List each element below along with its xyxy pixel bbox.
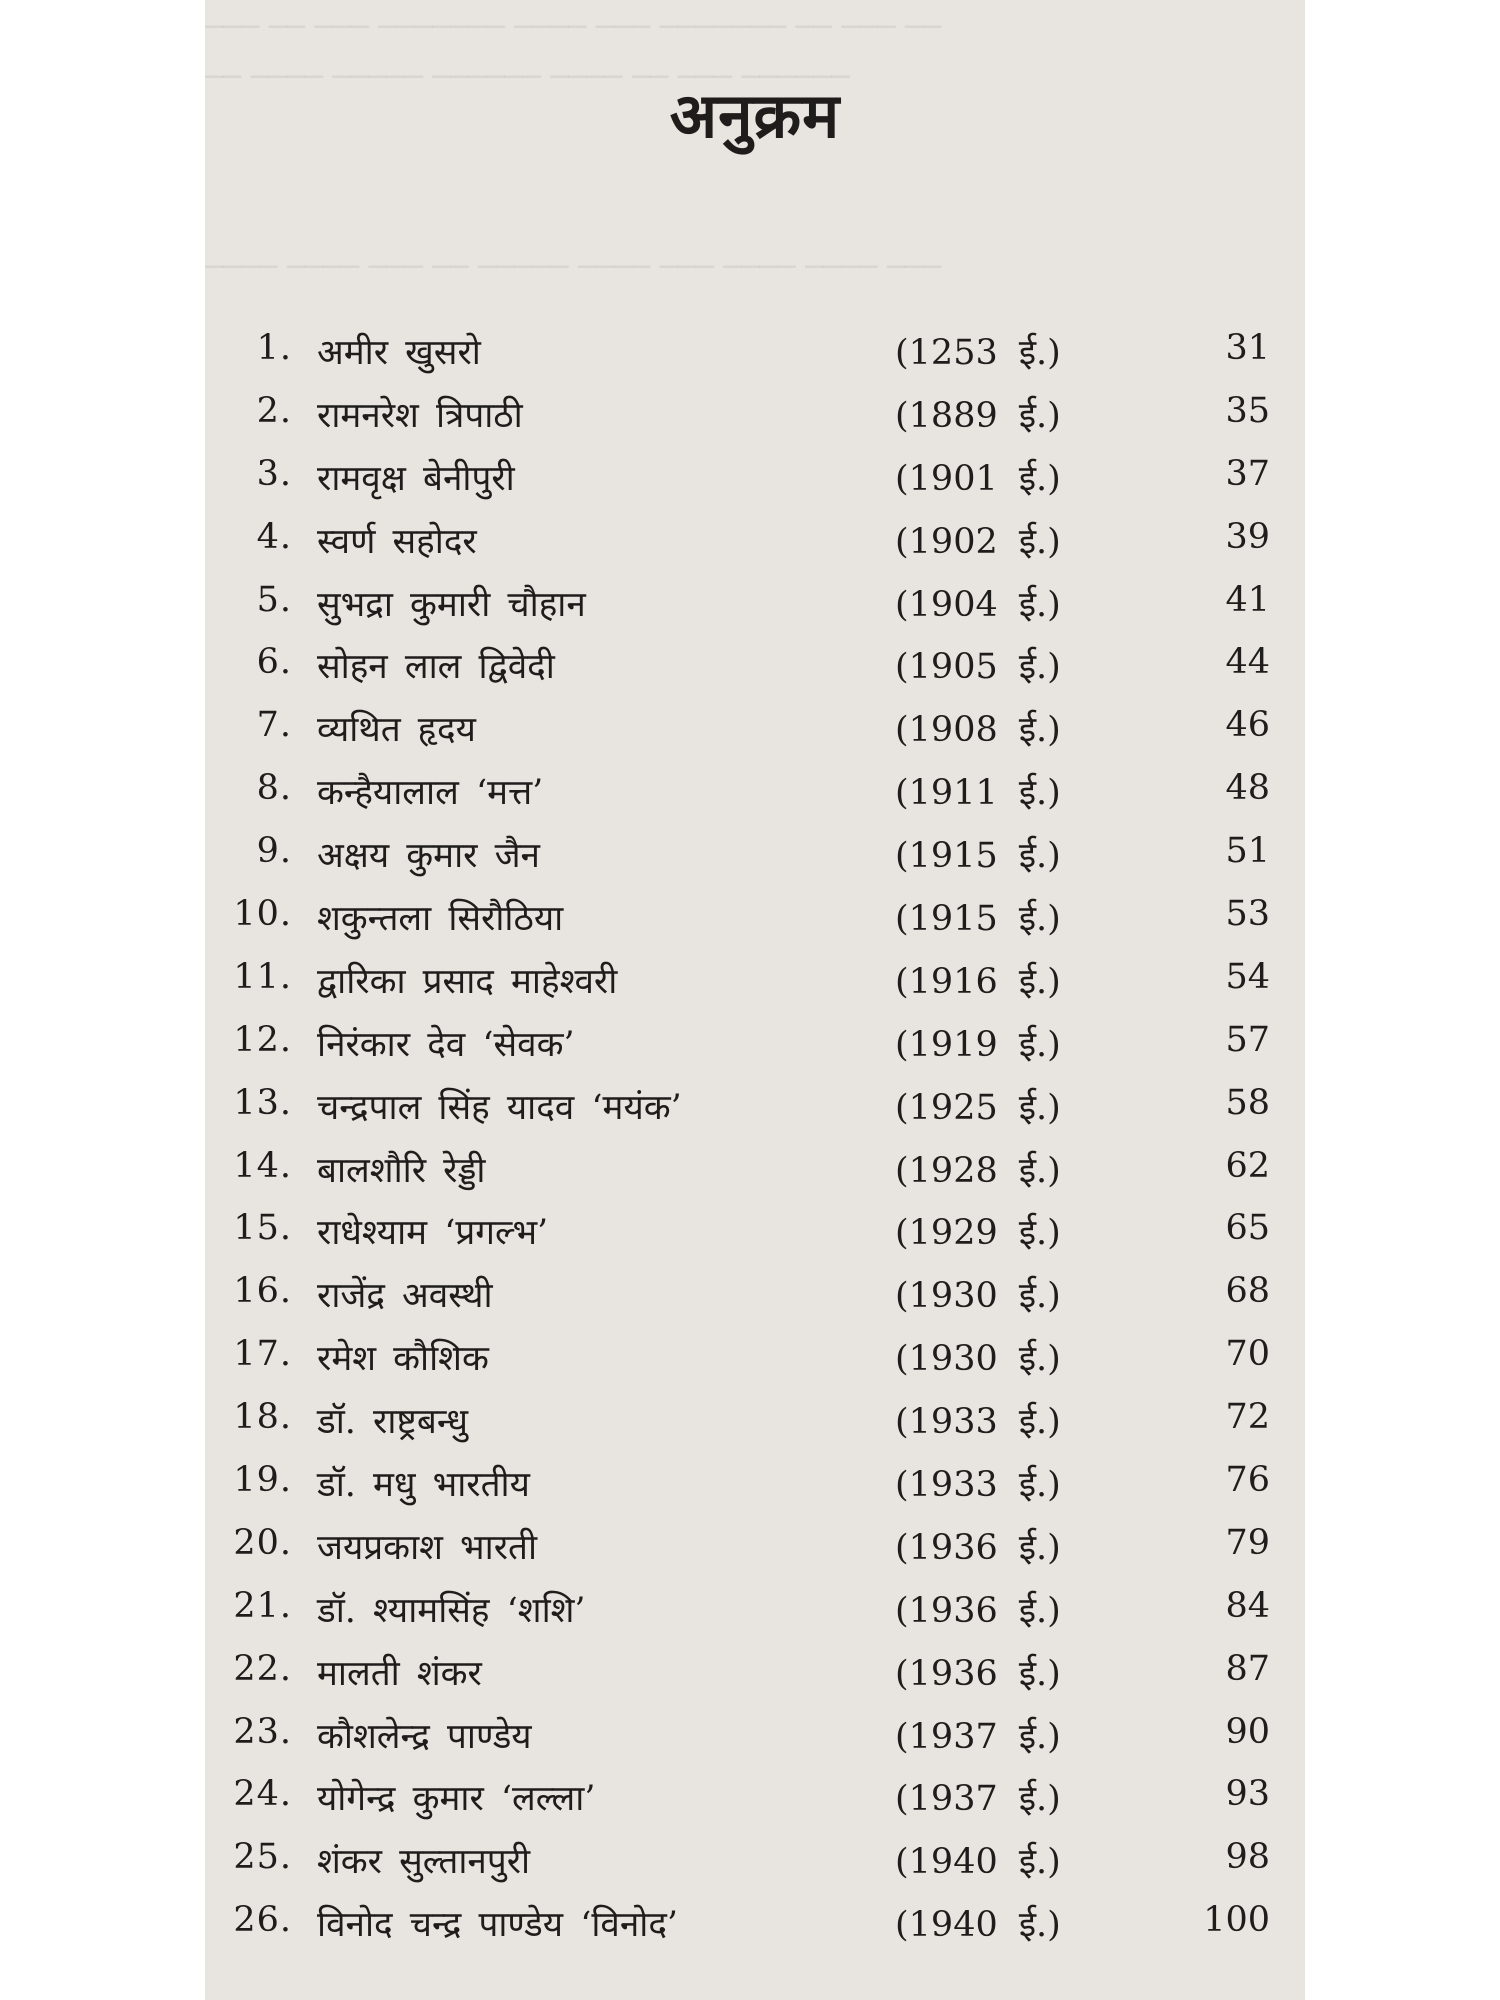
toc-entry[interactable]	[205, 1829, 1305, 1892]
toc-entry[interactable]	[205, 634, 1305, 697]
page-number: 53	[1225, 894, 1270, 935]
toc-entry[interactable]	[205, 1200, 1305, 1263]
entry-number: 20.	[233, 1522, 292, 1563]
page-number: 93	[1225, 1774, 1270, 1815]
page-number: 76	[1225, 1460, 1270, 1501]
toc-entry[interactable]	[205, 509, 1305, 572]
birth-year: (1905 ई.)	[895, 647, 1061, 688]
entry-number: 22.	[233, 1648, 292, 1689]
entry-number: 9.	[256, 831, 292, 872]
entry-number: 13.	[233, 1082, 292, 1123]
toc-entry[interactable]	[205, 1515, 1305, 1578]
author-name: शकुन्तला सिरौठिया	[317, 899, 564, 940]
toc-entry[interactable]	[205, 383, 1305, 446]
entry-number: 14.	[233, 1145, 292, 1186]
entry-number: 12.	[233, 1019, 292, 1060]
toc-entry[interactable]	[205, 1263, 1305, 1326]
toc-entry[interactable]	[205, 1704, 1305, 1767]
entry-number: 2.	[256, 390, 292, 431]
entry-number: 23.	[233, 1711, 292, 1752]
page-title: अनुक्रम	[669, 79, 841, 152]
entry-number: 3.	[256, 453, 292, 494]
toc-entry[interactable]	[205, 697, 1305, 760]
toc-entry[interactable]	[205, 1452, 1305, 1515]
page-number: 72	[1225, 1397, 1270, 1438]
birth-year: (1925 ई.)	[895, 1087, 1061, 1128]
page-number: 70	[1225, 1334, 1270, 1375]
page-number: 37	[1225, 453, 1270, 494]
entry-number: 1.	[256, 328, 292, 368]
page-number: 100	[1203, 1900, 1270, 1941]
toc-entry[interactable]	[205, 823, 1305, 886]
page-number: 41	[1225, 579, 1270, 620]
author-name: कन्हैयालाल ‘मत्त’	[317, 773, 544, 814]
page-number: 31	[1225, 328, 1270, 368]
toc-entry[interactable]	[205, 1892, 1305, 1955]
entry-number: 4.	[256, 516, 292, 557]
toc-entry[interactable]	[205, 1075, 1305, 1138]
page-number: 54	[1225, 956, 1270, 997]
toc-entry[interactable]	[205, 1766, 1305, 1829]
birth-year: (1937 ई.)	[895, 1716, 1061, 1757]
birth-year: (1933 ई.)	[895, 1402, 1061, 1443]
author-name: डॉ. श्यामसिंह ‘शशि’	[317, 1590, 586, 1631]
entry-number: 19.	[233, 1460, 292, 1501]
author-name: व्यथित हृदय	[317, 710, 476, 751]
toc-entry[interactable]	[205, 572, 1305, 635]
entry-number: 21.	[233, 1585, 292, 1626]
toc-entry[interactable]	[205, 1012, 1305, 1075]
birth-year: (1915 ई.)	[895, 836, 1061, 877]
author-name: शंकर सुल्तानपुरी	[317, 1842, 531, 1883]
author-name: मालती शंकर	[317, 1653, 482, 1694]
page-number: 79	[1225, 1522, 1270, 1563]
author-name: सुभद्रा कुमारी चौहान	[317, 584, 586, 625]
page-number: 65	[1225, 1208, 1270, 1249]
entry-number: 17.	[233, 1334, 292, 1375]
entry-number: 5.	[256, 579, 292, 620]
page-number: 90	[1225, 1711, 1270, 1752]
birth-year: (1915 ई.)	[895, 899, 1061, 940]
birth-year: (1933 ई.)	[895, 1465, 1061, 1506]
author-name: डॉ. राष्ट्रबन्धु	[317, 1402, 469, 1443]
page-number: 48	[1225, 768, 1270, 809]
page-number: 57	[1225, 1019, 1270, 1060]
birth-year: (1928 ई.)	[895, 1150, 1061, 1191]
birth-year: (1940 ई.)	[895, 1905, 1061, 1946]
author-name: विनोद चन्द्र पाण्डेय ‘विनोद’	[317, 1905, 679, 1946]
page-number: 98	[1225, 1837, 1270, 1878]
entry-number: 7.	[256, 705, 292, 746]
author-name: अमीर खुसरो	[317, 333, 481, 373]
toc-entry[interactable]	[205, 1389, 1305, 1452]
author-name: जयप्रकाश भारती	[317, 1527, 538, 1568]
page-number: 87	[1225, 1648, 1270, 1689]
toc-entry[interactable]	[205, 1326, 1305, 1389]
author-name: द्वारिका प्रसाद माहेश्वरी	[317, 961, 618, 1002]
birth-year: (1916 ई.)	[895, 961, 1061, 1002]
show-through-texture: ── ──── ───── ────── ──── ── ─── ──────	[205, 60, 850, 95]
birth-year: (1936 ई.)	[895, 1590, 1061, 1631]
author-name: स्वर्ण सहोदर	[317, 521, 477, 562]
author-name: रामनरेश त्रिपाठी	[317, 395, 523, 436]
birth-year: (1253 ई.)	[895, 333, 1061, 373]
page-number: 46	[1225, 705, 1270, 746]
entry-number: 8.	[256, 768, 292, 809]
birth-year: (1936 ई.)	[895, 1653, 1061, 1694]
birth-year: (1930 ई.)	[895, 1339, 1061, 1380]
entry-number: 18.	[233, 1397, 292, 1438]
show-through-texture: ─── ── ─── ─────── ──── ─── ─────── ── ─── ──	[205, 10, 942, 45]
entry-number: 6.	[256, 642, 292, 683]
author-name: राजेंद्र अवस्थी	[317, 1276, 493, 1317]
page-number: 68	[1225, 1271, 1270, 1312]
entry-number: 26.	[233, 1900, 292, 1941]
page-number: 44	[1225, 642, 1270, 683]
toc-entry[interactable]	[205, 1641, 1305, 1704]
birth-year: (1889 ई.)	[895, 395, 1061, 436]
page-number: 51	[1225, 831, 1270, 872]
entry-number: 16.	[233, 1271, 292, 1312]
page-number: 39	[1225, 516, 1270, 557]
page-number: 62	[1225, 1145, 1270, 1186]
entry-number: 24.	[233, 1774, 292, 1815]
birth-year: (1902 ई.)	[895, 521, 1061, 562]
birth-year: (1937 ई.)	[895, 1779, 1061, 1820]
birth-year: (1919 ई.)	[895, 1024, 1061, 1065]
toc-entry[interactable]	[205, 446, 1305, 509]
author-name: चन्द्रपाल सिंह यादव ‘मयंक’	[317, 1087, 682, 1128]
book-page	[205, 0, 1305, 2000]
toc-entry[interactable]	[205, 886, 1305, 949]
entry-number: 10.	[233, 894, 292, 935]
birth-year: (1930 ई.)	[895, 1276, 1061, 1317]
toc-entry[interactable]	[205, 1138, 1305, 1201]
toc-entry[interactable]	[205, 1578, 1305, 1641]
birth-year: (1940 ई.)	[895, 1842, 1061, 1883]
show-through-texture: ──── ──── ─── ── ───── ──── ─── ──── ──── ───	[205, 250, 942, 285]
entry-number: 15.	[233, 1208, 292, 1249]
toc-entry[interactable]	[205, 320, 1305, 383]
page-number: 35	[1225, 390, 1270, 431]
author-name: रमेश कौशिक	[317, 1339, 489, 1380]
page-number: 58	[1225, 1082, 1270, 1123]
birth-year: (1911 ई.)	[895, 773, 1061, 814]
entry-number: 25.	[233, 1837, 292, 1878]
birth-year: (1929 ई.)	[895, 1213, 1061, 1254]
birth-year: (1904 ई.)	[895, 584, 1061, 625]
birth-year: (1908 ई.)	[895, 710, 1061, 751]
author-name: राधेश्याम ‘प्रगल्भ’	[317, 1213, 549, 1254]
author-name: डॉ. मधु भारतीय	[317, 1465, 530, 1506]
author-name: कौशलेन्द्र पाण्डेय	[317, 1716, 532, 1757]
entry-number: 11.	[233, 956, 292, 997]
toc-entry[interactable]	[205, 760, 1305, 823]
author-name: सोहन लाल द्विवेदी	[317, 647, 555, 688]
birth-year: (1936 ई.)	[895, 1527, 1061, 1568]
author-name: बालशौरि रेड्डी	[317, 1150, 486, 1191]
toc-entry[interactable]	[205, 949, 1305, 1012]
table-of-contents	[205, 320, 1305, 1955]
birth-year: (1901 ई.)	[895, 458, 1061, 499]
page-number: 84	[1225, 1585, 1270, 1626]
author-name: निरंकार देव ‘सेवक’	[317, 1024, 575, 1065]
author-name: रामवृक्ष बेनीपुरी	[317, 458, 515, 499]
author-name: अक्षय कुमार जैन	[317, 836, 540, 877]
author-name: योगेन्द्र कुमार ‘लल्ला’	[317, 1779, 596, 1820]
